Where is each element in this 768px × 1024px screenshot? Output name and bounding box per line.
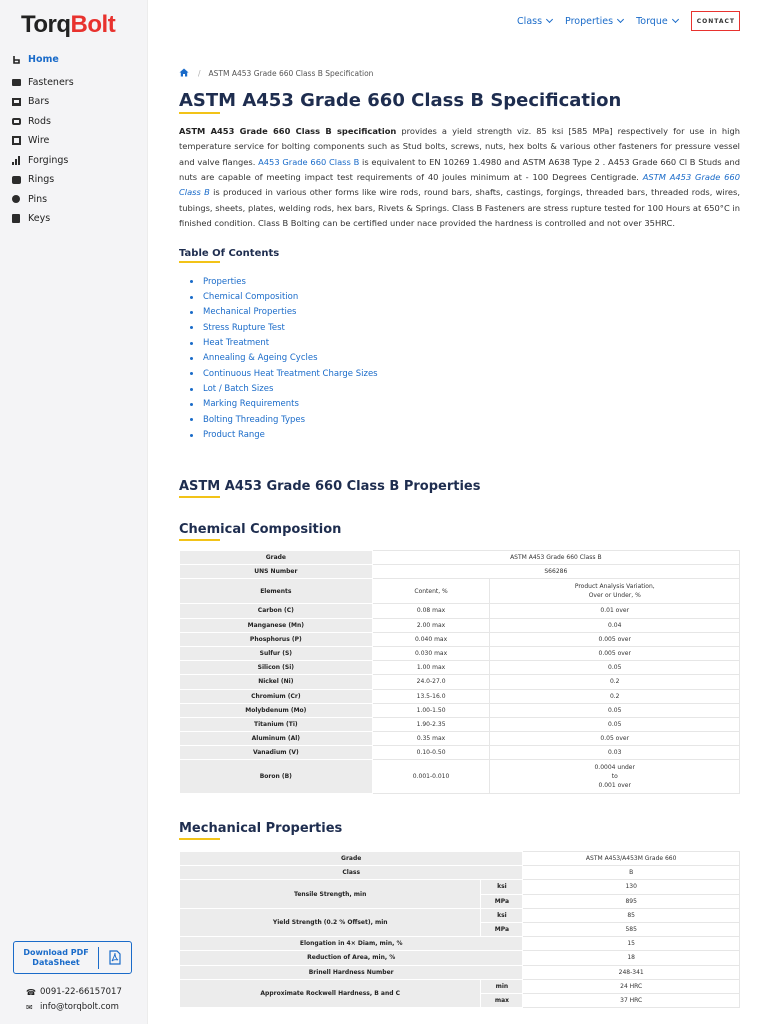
table-row xyxy=(180,880,740,894)
toc-underline xyxy=(179,261,220,263)
table-cell: 0.2 xyxy=(490,675,740,689)
table-cell: Phosphorus (P) xyxy=(180,632,373,646)
toc-link-chemical-composition[interactable]: Chemical Composition xyxy=(190,289,378,304)
pdf-icon xyxy=(99,950,131,965)
sidebar-item-bars[interactable] xyxy=(11,92,74,112)
table-cell: Yield Strength (0.2 % Offset), min xyxy=(180,908,481,936)
table-row xyxy=(180,760,740,794)
table-cell: Reduction of Area, min, % xyxy=(180,951,523,965)
top-navigation xyxy=(504,11,740,31)
table-row xyxy=(180,908,740,922)
nav-class-label: Class xyxy=(517,15,543,27)
table-cell: Elongation in 4× Diam, min, % xyxy=(180,937,523,951)
properties-heading: ASTM A453 Grade 660 Class B Properties xyxy=(179,479,481,494)
sidebar-item-label: Fasteners xyxy=(28,76,74,88)
download-datasheet-button[interactable] xyxy=(13,941,132,974)
sidebar xyxy=(0,0,148,1024)
sidebar-item-label: Keys xyxy=(28,213,51,225)
table-row xyxy=(180,618,740,632)
table-cell: 130 xyxy=(523,880,740,894)
sidebar-item-wire[interactable] xyxy=(11,131,74,151)
toc-link-mechanical-properties[interactable]: Mechanical Properties xyxy=(190,305,378,320)
keys-icon xyxy=(11,214,21,224)
nav-torque-dropdown[interactable] xyxy=(636,16,678,27)
table-cell: 0.030 max xyxy=(372,646,490,660)
pins-icon xyxy=(11,194,21,204)
sidebar-item-label: Rings xyxy=(28,174,55,186)
toc-link-charge-sizes[interactable]: Continuous Heat Treatment Charge Sizes xyxy=(190,366,378,381)
table-cell: B xyxy=(523,866,740,880)
download-datasheet-label: Download PDF DataSheet xyxy=(23,947,89,967)
table-cell: Elements xyxy=(180,579,373,604)
sidebar-item-pins[interactable] xyxy=(11,190,74,210)
table-row xyxy=(180,551,740,565)
table-cell: Sulfur (S) xyxy=(180,646,373,660)
sidebar-item-home[interactable] xyxy=(11,50,74,70)
table-cell: 37 HRC xyxy=(523,993,740,1007)
table-row xyxy=(180,675,740,689)
table-cell: Chromium (Cr) xyxy=(180,689,373,703)
table-cell: ksi xyxy=(481,880,523,894)
toc-link-lot-batch-sizes[interactable]: Lot / Batch Sizes xyxy=(190,381,378,396)
variation-header-line: Over or Under, % xyxy=(588,592,641,600)
logo-text-bolt: Bolt xyxy=(70,11,116,38)
table-row xyxy=(180,565,740,579)
table-cell: 0.2 xyxy=(490,689,740,703)
table-cell: 895 xyxy=(523,894,740,908)
phone-icon: ☎ xyxy=(26,987,36,997)
chemical-composition-table xyxy=(179,550,740,794)
sidebar-item-label: Forgings xyxy=(28,154,69,166)
sidebar-item-label: Bars xyxy=(28,96,50,108)
table-cell: 0.005 over xyxy=(490,646,740,660)
table-row xyxy=(180,661,740,675)
table-of-contents xyxy=(190,274,378,443)
rings-icon xyxy=(11,175,21,185)
brand-logo[interactable] xyxy=(21,11,115,39)
bars-icon xyxy=(11,97,21,107)
nav-properties-dropdown[interactable] xyxy=(565,16,623,27)
table-cell: 1.00 max xyxy=(372,661,490,675)
table-cell: 0.04 xyxy=(490,618,740,632)
variation-header-line: Product Analysis Variation, xyxy=(574,583,655,591)
intro-link-a453[interactable]: A453 Grade 660 Class B xyxy=(258,156,360,167)
toc-link-threading-types[interactable]: Bolting Threading Types xyxy=(190,412,378,427)
table-cell: 0.05 xyxy=(490,717,740,731)
boron-variation-line: to xyxy=(611,773,618,781)
fasteners-icon xyxy=(11,77,21,87)
table-cell: Manganese (Mn) xyxy=(180,618,373,632)
table-cell: Tensile Strength, min xyxy=(180,880,481,908)
chemical-underline xyxy=(179,539,220,541)
mechanical-properties-table xyxy=(179,851,740,1008)
sidebar-item-label: Home xyxy=(28,54,59,66)
table-cell: Boron (B) xyxy=(180,760,373,794)
table-cell: 85 xyxy=(523,908,740,922)
logo-text-torq: Torq xyxy=(21,11,71,38)
wire-icon xyxy=(11,136,21,146)
intro-text: is produced in various other forms like wire rods, round bars, shafts, castings, forgings, threaded bars, threaded rods, wires, tubings, sheets, plates, welding rods, hex bars, Rivets & Springs. Class B Fasteners are stress rupture tested for 100 Hours at 650°C in finished condition. Class B Bolting can be certified under nace provided the hardness is controlled and not over 35HRC. xyxy=(179,187,740,229)
email-contact[interactable] xyxy=(26,1002,119,1012)
table-cell: 15 xyxy=(523,937,740,951)
table-cell: 1.00-1.50 xyxy=(372,703,490,717)
table-cell: S66286 xyxy=(372,565,739,579)
breadcrumb-separator: / xyxy=(198,69,201,78)
table-cell: Carbon (C) xyxy=(180,604,373,618)
table-row xyxy=(180,579,740,604)
page-title: ASTM A453 Grade 660 Class B Specification xyxy=(179,90,622,111)
table-cell: 585 xyxy=(523,922,740,936)
table-cell: 0.040 max xyxy=(372,632,490,646)
title-underline xyxy=(179,112,220,114)
table-cell: ASTM A453 Grade 660 Class B xyxy=(372,551,739,565)
sidebar-item-forgings[interactable] xyxy=(11,151,74,171)
table-row xyxy=(180,951,740,965)
table-cell: max xyxy=(481,993,523,1007)
forgings-icon xyxy=(11,155,21,165)
table-cell: 24 HRC xyxy=(523,979,740,993)
boron-variation-line: 0.001 over xyxy=(598,782,631,790)
toc-link-heat-treatment[interactable]: Heat Treatment xyxy=(190,335,378,350)
table-cell: min xyxy=(481,979,523,993)
table-row xyxy=(180,646,740,660)
table-cell: Content, % xyxy=(372,579,490,604)
toc-link-annealing-ageing[interactable]: Annealing & Ageing Cycles xyxy=(190,351,378,366)
boron-variation-line: 0.0004 under xyxy=(594,764,635,772)
intro-paragraph xyxy=(179,124,740,231)
table-cell: 1.90-2.35 xyxy=(372,717,490,731)
properties-underline xyxy=(179,496,220,498)
table-cell: Class xyxy=(180,866,523,880)
table-row xyxy=(180,937,740,951)
table-row xyxy=(180,604,740,618)
table-cell: 0.05 over xyxy=(490,732,740,746)
table-cell: 0.35 max xyxy=(372,732,490,746)
table-cell: UNS Number xyxy=(180,565,373,579)
table-cell: 0.03 xyxy=(490,746,740,760)
table-cell: Titanium (Ti) xyxy=(180,717,373,731)
table-cell: Nickel (Ni) xyxy=(180,675,373,689)
table-cell: Grade xyxy=(180,551,373,565)
table-cell: 0.001-0.010 xyxy=(372,760,490,794)
table-cell: MPa xyxy=(481,922,523,936)
nav-torque-label: Torque xyxy=(636,15,668,27)
mechanical-underline xyxy=(179,838,220,840)
table-cell: ASTM A453/A453M Grade 660 xyxy=(523,852,740,866)
table-cell: 0.05 xyxy=(490,703,740,717)
phone-contact[interactable] xyxy=(26,987,122,997)
chemical-composition-heading: Chemical Composition xyxy=(179,522,342,537)
mechanical-properties-heading: Mechanical Properties xyxy=(179,821,343,836)
table-cell: Brinell Hardness Number xyxy=(180,965,523,979)
table-row xyxy=(180,965,740,979)
toc-link-properties[interactable]: Properties xyxy=(190,274,378,289)
table-row xyxy=(180,717,740,731)
table-row xyxy=(180,732,740,746)
nav-properties-label: Properties xyxy=(565,15,614,27)
table-cell: 13.5-16.0 xyxy=(372,689,490,703)
chevron-down-icon xyxy=(546,16,553,23)
table-cell: 0.05 xyxy=(490,661,740,675)
table-row xyxy=(180,979,740,993)
sidebar-item-label: Pins xyxy=(28,193,48,205)
sidebar-item-rods[interactable] xyxy=(11,112,74,132)
intro-link-astm-a453[interactable]: ASTM A453 Grade 660 Class B xyxy=(179,172,740,198)
table-cell: MPa xyxy=(481,894,523,908)
table-cell: 18 xyxy=(523,951,740,965)
nav-class-dropdown[interactable] xyxy=(517,16,552,27)
intro-text: provides a yield strength viz. 85 ksi [585 MPa] respectively for use in high temperature service for bolting components such as Stud bolts, screws, nuts, hex bolts & various other fasteners for pressure vessel and valve flanges. xyxy=(179,126,740,167)
table-row xyxy=(180,689,740,703)
sidebar-item-rings[interactable] xyxy=(11,170,74,190)
toc-link-product-range[interactable]: Product Range xyxy=(190,427,378,442)
table-row xyxy=(180,852,740,866)
table-cell: Grade xyxy=(180,852,523,866)
table-cell: 248-341 xyxy=(523,965,740,979)
contact-button[interactable]: CONTACT xyxy=(691,11,740,31)
table-cell: 0.01 over xyxy=(490,604,740,618)
intro-text: is equivalent to EN 10269 1.4980 and ASTM A638 Type 2 . A453 Grade 660 Cl B Studs and nuts are capable of meeting impact test requirements of 40 joules minimum at - 100 Degrees Centigrade. xyxy=(179,156,740,183)
table-cell xyxy=(490,579,740,604)
table-cell: Silicon (Si) xyxy=(180,661,373,675)
table-cell: 0.005 over xyxy=(490,632,740,646)
table-row xyxy=(180,746,740,760)
table-cell: ksi xyxy=(481,908,523,922)
toc-link-marking-requirements[interactable]: Marking Requirements xyxy=(190,397,378,412)
breadcrumb xyxy=(179,68,373,79)
toc-link-stress-rupture-test[interactable]: Stress Rupture Test xyxy=(190,320,378,335)
table-cell: Molybdenum (Mo) xyxy=(180,703,373,717)
sidebar-item-keys[interactable] xyxy=(11,209,74,229)
table-cell: Vanadium (V) xyxy=(180,746,373,760)
table-row xyxy=(180,632,740,646)
sidebar-item-label: Rods xyxy=(28,115,51,127)
table-row xyxy=(180,703,740,717)
sidebar-nav xyxy=(11,50,74,229)
table-cell: 0.10-0.50 xyxy=(372,746,490,760)
home-icon[interactable] xyxy=(179,68,189,79)
table-row xyxy=(180,866,740,880)
sidebar-item-fasteners[interactable] xyxy=(11,73,74,93)
table-cell: 0.08 max xyxy=(372,604,490,618)
table-cell: Aluminum (Al) xyxy=(180,732,373,746)
table-cell: Approximate Rockwell Hardness, B and C xyxy=(180,979,481,1007)
sidebar-item-label: Wire xyxy=(28,135,50,147)
phone-number: 0091-22-66157017 xyxy=(40,987,122,997)
chevron-down-icon xyxy=(672,16,679,23)
toc-title: Table Of Contents xyxy=(179,248,280,259)
intro-bold-lead: ASTM A453 Grade 660 Class B specification xyxy=(179,126,397,136)
breadcrumb-current: ASTM A453 Grade 660 Class B Specification xyxy=(208,69,374,78)
chevron-down-icon xyxy=(617,16,624,23)
rods-icon xyxy=(11,116,21,126)
email-icon: ✉ xyxy=(26,1002,33,1012)
email-address: info@torqbolt.com xyxy=(40,1002,119,1012)
table-cell: 2.00 max xyxy=(372,618,490,632)
table-cell xyxy=(490,760,740,794)
home-icon xyxy=(11,55,21,65)
table-cell: 24.0-27.0 xyxy=(372,675,490,689)
